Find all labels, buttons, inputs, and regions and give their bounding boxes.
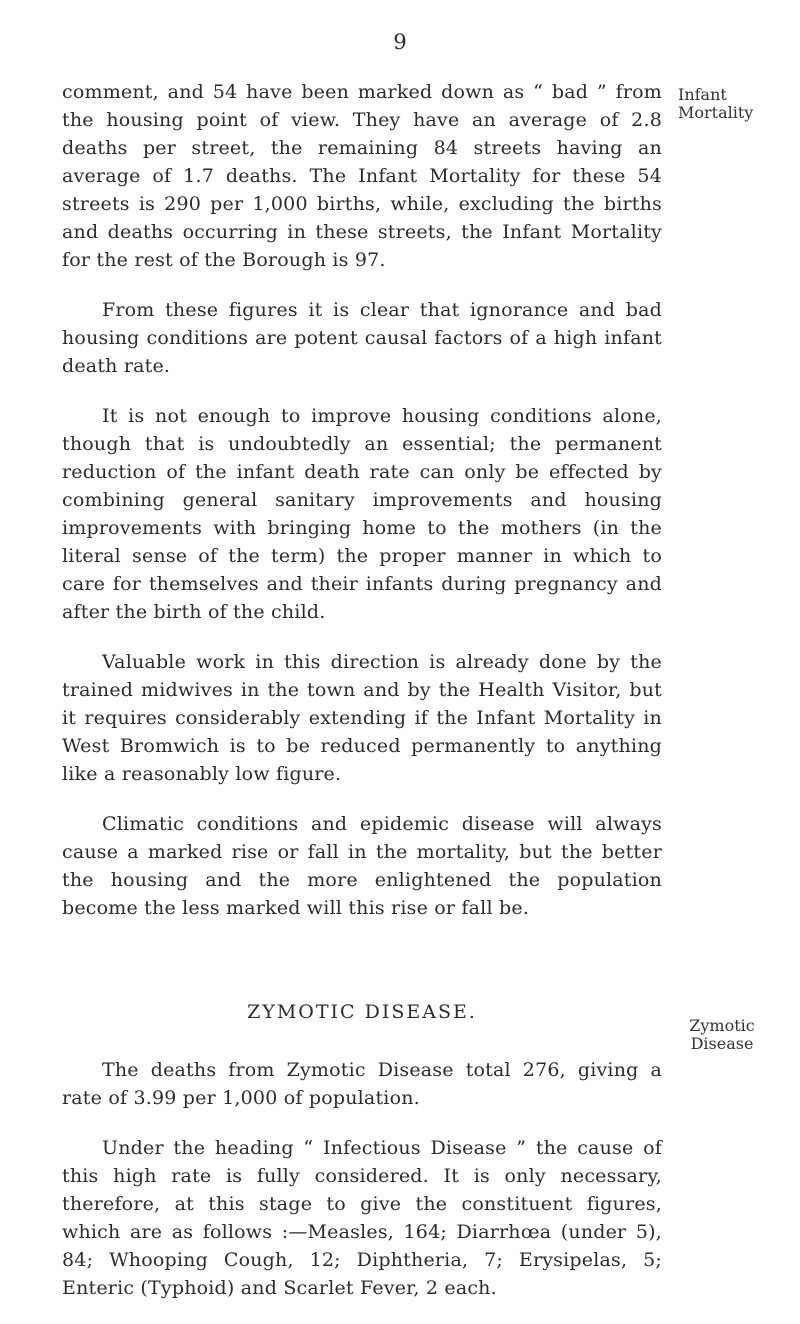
section-heading: ZYMOTIC DISEASE.	[247, 1001, 477, 1023]
sidenote-line: Infant	[678, 85, 727, 104]
paragraph: It is not enough to improve housing conditions alone, though that is undoubtedly an essential; the permanent reduction of the infant death rate can only be effected by combining general sanitary improvements and housing improvements with bringing home to the mothers (in the literal sense of the term) the proper manner in which to care for themselves and their infants during pregnancy and after the birth of the child.	[62, 405, 662, 623]
paragraph: Valuable work in this direction is already done by the trained midwives in the town and by the Health Visitor, but it requires considerably extending if the Infant Mortality in West Bromwich is to be reduced permanently to anything like a reasonably low figure.	[62, 651, 662, 785]
sidenote-line: Disease	[690, 1034, 754, 1053]
paragraph: Climatic conditions and epidemic disease will always cause a marked rise or fall in the mortality, but the better the housing and the more enlightened the population become the less marked will this rise or fall be.	[62, 813, 662, 919]
body-text	[62, 78, 662, 1324]
sidenote-line: Mortality	[678, 103, 754, 122]
paragraph: From these figures it is clear that ignorance and bad housing conditions are potent causal factors of a high infant death rate.	[62, 299, 662, 377]
sidenote-infant-mortality	[678, 86, 788, 122]
paragraph: The deaths from Zymotic Disease total 276, giving a rate of 3.99 per 1,000 of population.	[62, 1059, 662, 1109]
paragraph: Under the heading “ Infectious Disease ” the cause of this high rate is fully considered. It is only necessary, therefore, at this stage to give the constituent figures, which are as follows :—Measles, 164; Diarrhœa (under 5), 84; Whooping Cough, 12; Diphtheria, 7; Erysipelas, 5; Enteric (Typhoid) and Scarlet Fever, 2 each.	[62, 1137, 662, 1299]
paragraph-continuation: comment, and 54 have been marked down as “ bad ” from the housing point of view. They have an average of 2.8 deaths per street, the remaining 84 streets having an average of 1.7 deaths. The Infant Mortality for these 54 streets is 290 per 1,000 births, while, excluding the births and deaths occurring in these streets, the Infant Mortality for the rest of the Borough is 97.	[62, 81, 662, 271]
sidenote-line: Zymotic	[689, 1016, 755, 1035]
page-number: 9	[393, 30, 407, 54]
sidenote-zymotic-disease	[682, 1017, 762, 1053]
